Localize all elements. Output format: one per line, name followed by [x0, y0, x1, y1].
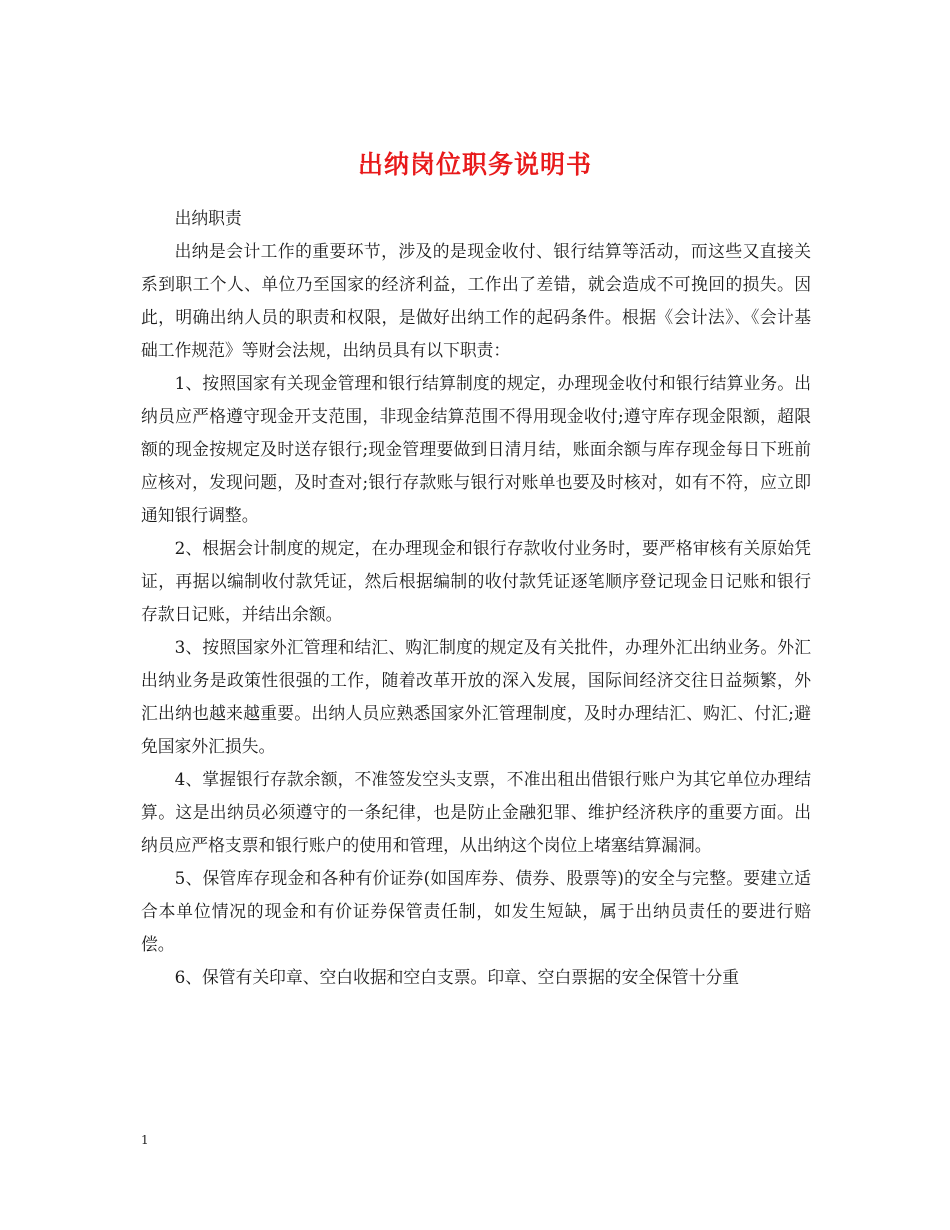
duty-paragraph-4: 4、掌握银行存款余额，不准签发空头支票，不准出租出借银行账户为其它单位办理结算。这是出纳员必须遵守的一条纪律，也是防止金融犯罪、维护经济秩序的重要方面。出纳员应严格支票和银行账户的使用和管理，从出纳这个岗位上堵塞结算漏洞。: [141, 769, 811, 855]
intro-paragraph: 出纳是会计工作的重要环节，涉及的是现金收付、银行结算等活动，而这些又直接关系到职工个人、单位乃至国家的经济利益，工作出了差错，就会造成不可挽回的损失。因此，明确出纳人员的职责和权限，是做好出纳工作的起码条件。根据《会计法》、《会计基础工作规范》等财会法规，出纳员具有以下职责：: [141, 241, 811, 360]
duty-paragraph-6: 6、保管有关印章、空白收据和空白支票。印章、空白票据的安全保管十分重: [174, 967, 740, 987]
document-title: 出纳岗位职务说明书: [357, 149, 592, 179]
duty-paragraph-2: 2、根据会计制度的规定，在办理现金和银行存款收付业务时，要严格审核有关原始凭证，再据以编制收付款凭证，然后根据编制的收付款凭证逐笔顺序登记现金日记账和银行存款日记账，并结出余额。: [141, 538, 811, 624]
duty-paragraph-3: 3、按照国家外汇管理和结汇、购汇制度的规定及有关批件，办理外汇出纳业务。外汇出纳业务是政策性很强的工作，随着改革开放的深入发展，国际间经济交往日益频繁，外汇出纳也越来越重要。出纳人员应熟悉国家外汇管理制度，及时办理结汇、购汇、付汇;避免国家外汇损失。: [141, 637, 811, 756]
duty-paragraph-5: 5、保管库存现金和各种有价证券(如国库券、债券、股票等)的安全与完整。要建立适合本单位情况的现金和有价证券保管责任制，如发生短缺，属于出纳员责任的要进行赔偿。: [141, 868, 811, 954]
page-number: 1: [141, 1133, 149, 1147]
duty-paragraph-1: 1、按照国家有关现金管理和银行结算制度的规定，办理现金收付和银行结算业务。出纳员应严格遵守现金开支范围，非现金结算范围不得用现金收付;遵守库存现金限额，超限额的现金按规定及时送存银行;现金管理要做到日清月结，账面余额与库存现金每日下班前应核对，发现问题，及时查对;银行存款账与银行对账单也要及时核对，如有不符，应立即通知银行调整。: [141, 373, 811, 525]
document-body: [141, 202, 811, 994]
section-heading: 出纳职责: [174, 208, 242, 228]
